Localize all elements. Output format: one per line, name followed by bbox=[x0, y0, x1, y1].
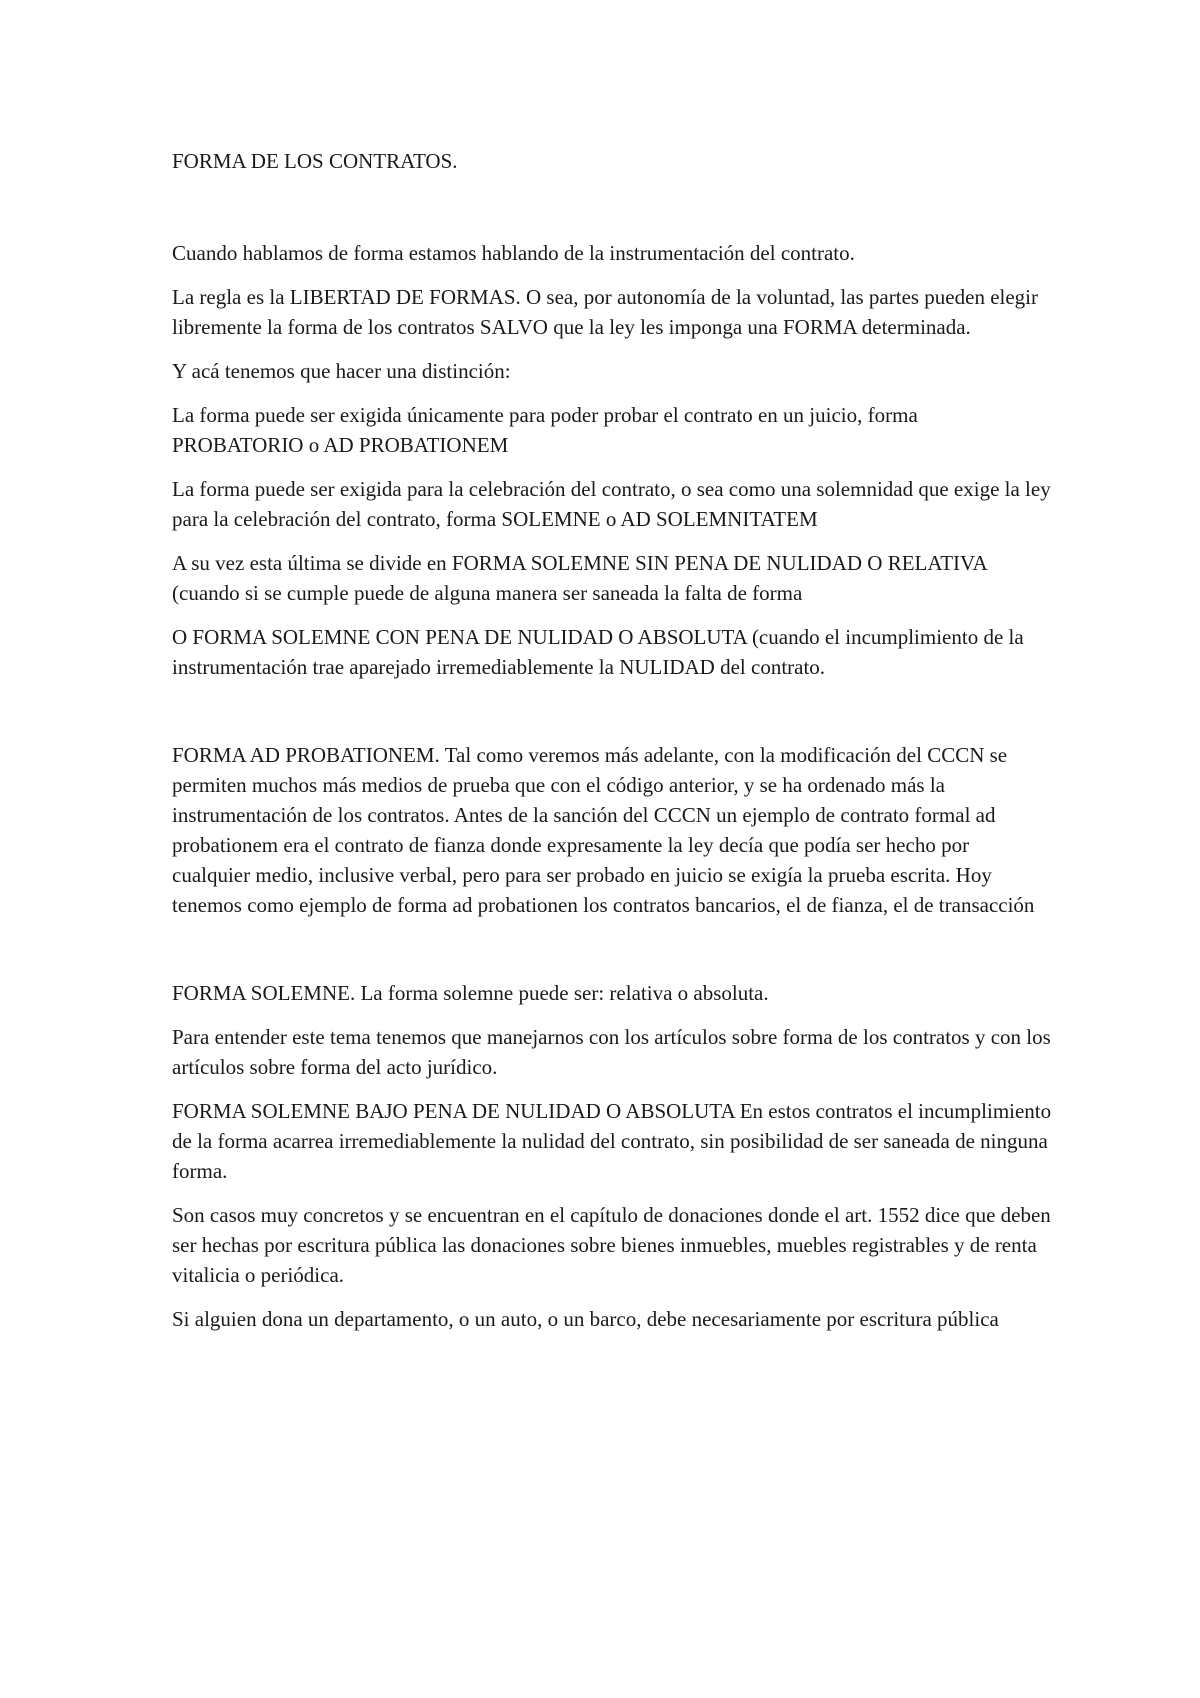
solemne-section bbox=[172, 978, 1052, 1334]
paragraph: Y acá tenemos que hacer una distinción: bbox=[172, 359, 511, 383]
paragraph: FORMA SOLEMNE. La forma solemne puede ser: relativa o absoluta. bbox=[172, 981, 769, 1005]
paragraph: Cuando hablamos de forma estamos hablando de la instrumentación del contrato. bbox=[172, 241, 855, 265]
paragraph: Son casos muy concretos y se encuentran en el capítulo de donaciones donde el art. 1552 dice que deben ser hechas por escritura pública las donaciones sobre bienes inmuebles, muebles registrables y de renta vitalicia o periódica. bbox=[172, 1203, 1051, 1287]
document-title: FORMA DE LOS CONTRATOS. bbox=[172, 149, 458, 173]
document-page bbox=[172, 146, 1052, 1348]
paragraph: O FORMA SOLEMNE CON PENA DE NULIDAD O ABSOLUTA (cuando el incumplimiento de la instrumentación trae aparejado irremediablemente la NULIDAD del contrato. bbox=[172, 625, 1024, 679]
paragraph: FORMA AD PROBATIONEM. Tal como veremos más adelante, con la modificación del CCCN se permiten muchos más medios de prueba que con el código anterior, y se ha ordenado más la instrumentación de los contratos. Antes de la sanción del CCCN un ejemplo de contrato formal ad probationem era el contrato de fianza donde expresamente la ley decía que podía ser hecho por cualquier medio, inclusive verbal, pero para ser probado en juicio se exigía la prueba escrita. Hoy tenemos como ejemplo de forma ad probationen los contratos bancarios, el de fianza, el de transacción bbox=[172, 743, 1035, 917]
intro-section bbox=[172, 238, 1052, 682]
paragraph: FORMA SOLEMNE BAJO PENA DE NULIDAD O ABSOLUTA En estos contratos el incumplimiento de la forma acarrea irremediablemente la nulidad del contrato, sin posibilidad de ser saneada de ninguna forma. bbox=[172, 1099, 1052, 1183]
paragraph: Para entender este tema tenemos que manejarnos con los artículos sobre forma de los contratos y con los artículos sobre forma del acto jurídico. bbox=[172, 1025, 1051, 1079]
probationem-section bbox=[172, 740, 1052, 920]
paragraph: A su vez esta última se divide en FORMA SOLEMNE SIN PENA DE NULIDAD O RELATIVA (cuando si se cumple puede de alguna manera ser saneada la falta de forma bbox=[172, 551, 987, 605]
paragraph: La regla es la LIBERTAD DE FORMAS. O sea, por autonomía de la voluntad, las partes pueden elegir libremente la forma de los contratos SALVO que la ley les imponga una FORMA determinada. bbox=[172, 285, 1039, 339]
paragraph: La forma puede ser exigida únicamente para poder probar el contrato en un juicio, forma PROBATORIO o AD PROBATIONEM bbox=[172, 403, 918, 457]
paragraph: Si alguien dona un departamento, o un auto, o un barco, debe necesariamente por escritura pública bbox=[172, 1307, 999, 1331]
paragraph: La forma puede ser exigida para la celebración del contrato, o sea como una solemnidad que exige la ley para la celebración del contrato, forma SOLEMNE o AD SOLEMNITATEM bbox=[172, 477, 1051, 531]
